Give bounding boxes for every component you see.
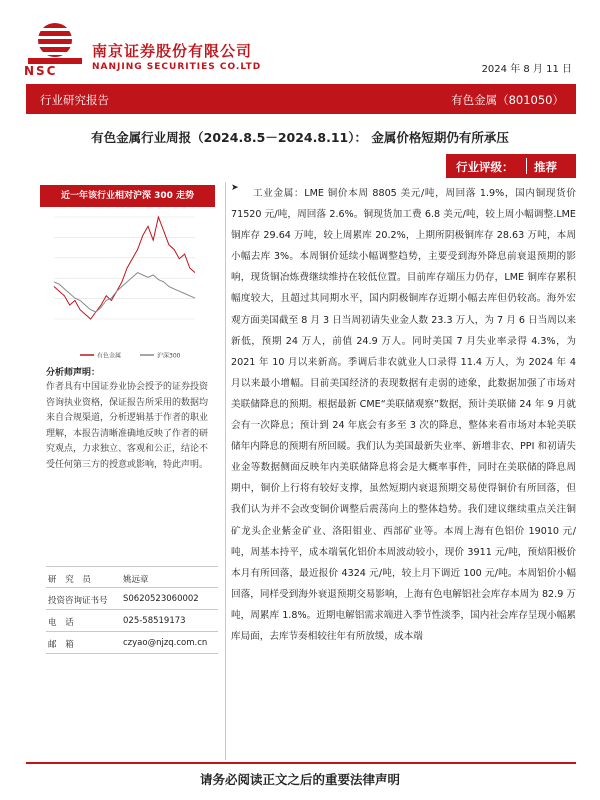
footer-divider [26,762,576,764]
report-date: 2024 年 8 月 11 日 [481,64,572,75]
chart-svg [40,207,215,367]
report-type: 行业研究报告 [40,93,109,107]
sidebar [40,185,215,367]
legal-notice-footer: 请务必阅读正文之后的重要法律声明 [199,772,400,787]
contact-value: czyao@njzq.com.cn [123,638,208,648]
contact-value: 025-58519173 [123,616,186,626]
relative-performance-chart [40,207,215,367]
column-divider [225,182,226,760]
company-name-en: NANJING SECURITIES CO.LTD [92,62,262,72]
chart-series-line [54,217,195,319]
legend-label: 有色金属 [97,352,122,360]
body-paragraph: 工业金属：LME 铜价本周 8805 美元/吨，周回落 1.9%，国内铜现货价 71520 元/吨，周回落 2.6%。铜现货加工费 6.8 美元/吨，较上周小幅调整.LME 铜库存 29.64 万吨，较上周累库 20.2%，上期所阴极铜库存 28.63 万吨，本周小幅去库 3%。本周铜价延续小幅调整趋势，主要受到海外降息前衰退预期的影响，现货铜冶炼费继续维持在较低位置。目前库存端压力仍存，LME 铜库存累积幅度较大，且超过其同期水平，国内阴极铜库存近期小幅去库但仍较高。海外宏观方面美国截至 8 月 3 日当周初请失业金人数 23.3 万人，为 7 月 6 日当周以来新低，预期 24 万人，前值 24.9 万人。同时美国 7 月失业率录得 4.3%，为 2021 年 10 月以来新高。季调后非农就业人口录得 11.4 万人，为 2024 年 4 月以来最小增幅。目前美国经济的表现数据有走弱的迹象，此数据加强了市场对美联储降息的预期。根据最新 CME“美联储观察”数据，预计美联储 24 年 9 月就会有一次降息；预计到 24 年底会有多至 3 次的降息，整体来看市场对本轮美联储年内降息的预期有所回暖。我们认为美国最新失业率、新增非农、PPI 和初请失业金等数据侧面反映年内美联储降息将会是大概率事件，同时在美联储的降息周期中，铜价上行将有较好支撑，虽然短期内衰退预期交易使得铜价有所回落，但我们认为并不会改变铜价调整后震荡向上的整体趋势。我们建议继续重点关注铜矿龙头企业紫金矿业、洛阳钼业、西部矿业等。本周上海有色铝价 19010 元/吨，周基本持平，成本端氧化铝价本周波动较小，现价 3911 元/吨，预焙阳极价本月有所回落，最近报价 4324 元/吨，较上月下调近 100 元/吨。本周铝价小幅回落，同样受到海外衰退预期交易影响，上海有色电解铝社会库存本周为 82.9 万吨，周累库 1.8%。近期电解铝需求端进入季节性淡季，国内社会库存呈现小幅累库局面，去库节奏相较往年有所放缓，成本端 [231,188,576,642]
header-banner [26,84,576,114]
contact-key: 研 究 员 [48,575,94,585]
analyst-contact-table [46,566,218,654]
contact-row [46,588,218,610]
industry-rating [446,154,576,178]
chart-title: 近一年该行业相对沪深 300 走势 [40,185,215,207]
contact-key: 投资咨询证书号 [48,596,108,606]
analyst-statement-title: 分析师声明： [46,368,101,378]
logo-text: NSC [24,64,58,78]
bullet-arrow-icon: ➤ [231,183,239,193]
rating-value: 推荐 [534,160,557,174]
contact-row [46,566,218,588]
report-title: 有色金属行业周报（2024.8.5－2024.8.11）： 金属价格短期仍有所承压 [91,130,509,145]
industry-label: 有色金属（801050） [451,93,564,107]
contact-key: 邮 箱 [48,640,77,650]
contact-key: 电 话 [48,618,77,628]
rating-label: 行业评级： [456,160,514,174]
contact-row [46,632,218,654]
contact-row [46,610,218,632]
legend-label: 沪深300 [157,352,181,360]
company-name-cn: 南京证券股份有限公司 [92,42,253,60]
contact-value: S0620523060002 [123,594,199,604]
analyst-statement-text: 作者具有中国证券业协会授予的证券投资咨询执业资格，保证报告所采用的数据均来自合规渠道，分析逻辑基于作者的职业理解，本报告清晰准确地反映了作者的研究观点，力求独立、客观和公正，结论不受任何第三方的授意或影响，特此声明。 [46,382,209,470]
chart-series-line [54,273,195,312]
rating-divider [526,158,527,174]
contact-value: 姚远章 [123,575,149,585]
main-body [231,183,576,647]
